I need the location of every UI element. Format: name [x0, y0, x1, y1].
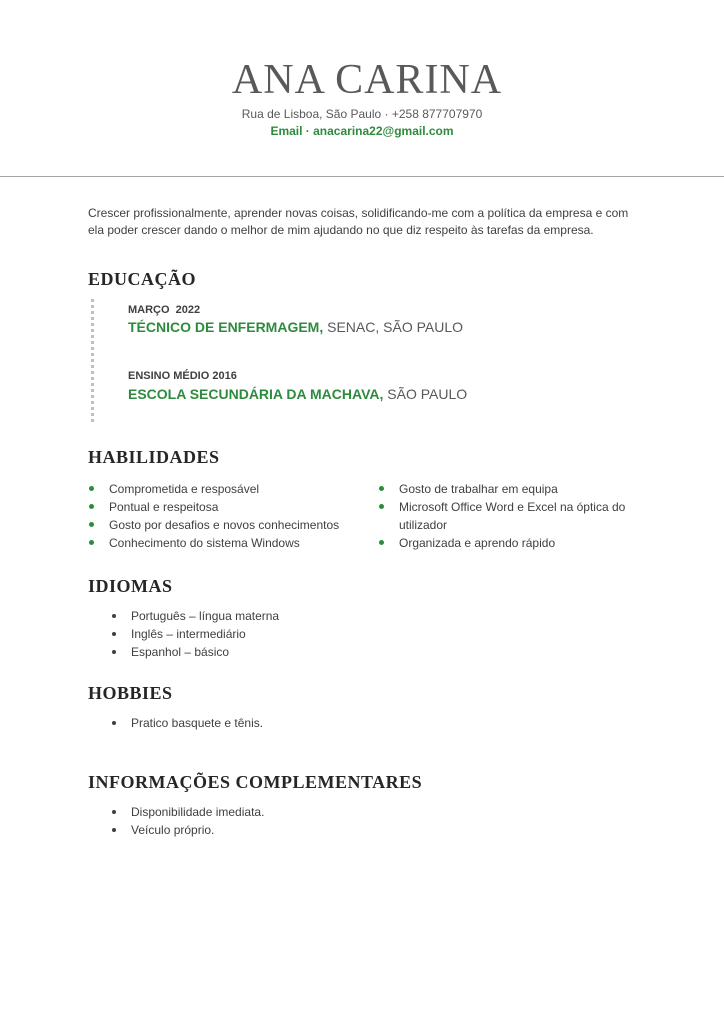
- additional-info-item: Veículo próprio.: [110, 821, 410, 839]
- education-date: ENSINO MÉDIO 2016: [128, 370, 237, 382]
- education-heading: EDUCAÇÃO: [88, 269, 197, 289]
- skill-item: Organizada e aprendo rápido: [378, 534, 644, 552]
- header-divider: [0, 176, 724, 177]
- skill-item: Conhecimento do sistema Windows: [88, 534, 358, 552]
- language-item: Português – língua materna: [110, 607, 410, 625]
- skills-list-left: [88, 480, 358, 552]
- education-course: TÉCNICO DE ENFERMAGEM,: [128, 319, 324, 335]
- skills-list-right: [378, 480, 644, 552]
- language-item: Inglês – intermediário: [110, 625, 410, 643]
- languages-heading: IDIOMAS: [88, 576, 173, 596]
- contact-line: Rua de Lisboa, São Paulo · +258 877707970: [241, 107, 483, 121]
- skill-item: Microsoft Office Word e Excel na óptica do utilizador: [378, 498, 644, 534]
- additional-info-list: [110, 803, 410, 839]
- skill-item: Gosto por desafios e novos conhecimentos: [88, 516, 358, 534]
- hobby-item: Pratico basquete e tênis.: [110, 714, 410, 732]
- education-institution: SENAC, SÃO PAULO: [323, 319, 464, 335]
- education-entry-title: [128, 318, 463, 336]
- education-date: MARÇO 2022: [128, 304, 201, 316]
- hobbies-heading: HOBBIES: [88, 683, 173, 703]
- candidate-name: ANA CARINA: [231, 57, 503, 103]
- email-line: Email · anacarina22@gmail.com: [270, 124, 454, 138]
- skill-item: Comprometida e resposável: [88, 480, 358, 498]
- skills-heading: HABILIDADES: [88, 447, 220, 467]
- education-timeline-bar: [91, 299, 94, 422]
- hobbies-list: [110, 714, 410, 732]
- skill-item: Gosto de trabalhar em equipa: [378, 480, 644, 498]
- education-institution: SÃO PAULO: [383, 386, 468, 402]
- skill-item: Pontual e respeitosa: [88, 498, 358, 516]
- education-entry-title: [128, 385, 467, 403]
- languages-list: [110, 607, 410, 661]
- additional-info-item: Disponibilidade imediata.: [110, 803, 410, 821]
- objective-summary: Crescer profissionalmente, aprender novas coisas, solidificando-me com a política da empresa e com ela poder crescer dando o melhor de mim ajudando no que diz respeito às tarefas da empresa.: [88, 206, 629, 237]
- education-course: ESCOLA SECUNDÁRIA DA MACHAVA,: [128, 386, 384, 402]
- additional-info-heading: INFORMAÇÕES COMPLEMENTARES: [88, 772, 423, 792]
- language-item: Espanhol – básico: [110, 643, 410, 661]
